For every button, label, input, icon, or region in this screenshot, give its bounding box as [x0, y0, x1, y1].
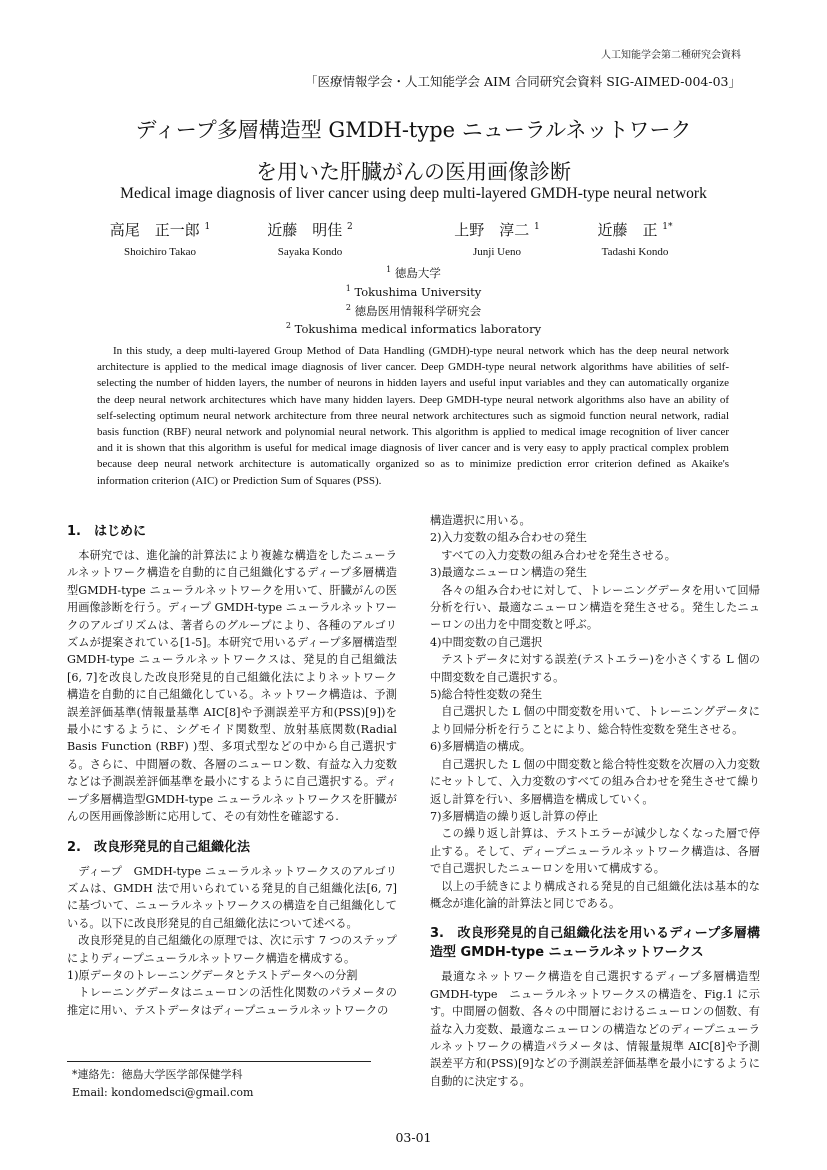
step-4-body: テストデータに対する誤差(テストエラー)を小さくする L 個の中間変数を自己選択する。 — [430, 653, 760, 684]
contact-line: *連絡先：徳島大学医学部保健学科 — [72, 1068, 243, 1081]
step-7-body: この繰り返し計算は、テストエラーが減少しなくなった層で停止する。そして、ディープニューラルネットワーク構造は、各層で自己選択したニューロンを用いて構成する。 — [430, 827, 760, 876]
step-6-body: 自己選択した L 個の中間変数と総合特性変数を次層の入力変数にセットして、入力変数のすべての組み合わせを発生させて繰り返し計算を行い、多層構造を構成していく。 — [430, 757, 760, 806]
author-4: 近藤 正 $^{1*}$ Tadashi Kondo — [597, 221, 673, 258]
section-3-heading: 3. 改良形発見的自己組織化法を用いるディープ多層構造型 GMDH-type ニューラルネットワークス — [430, 926, 760, 961]
title-ja-line2: を用いた肝臓がんの医用画像診断 — [256, 160, 571, 184]
abstract: In this study, a deep multi-layered Group Method of Data Handling (GMDH)-type neural network which has the deep neural network architecture is applied to the medical image diagnosis of liver cancer. Deep GMDH-type neural network algorithms have abilities of self-selecting the number of hidden layers, the number of neurons in hidden layers and useful input variables and they can automatically organize the deep neural network architectures which have many hidden layers. Deep GMDH-type neural network algorithms also have an ability of self-selecting optimum neural network architecture from three neural network architectures such as sigmoid function neural network, radial basis function (RBF) neural network and polynomial neural network. This algorithm is applied to medical image recognition of liver cancer and it is shown that this algorithm is useful for medical image diagnosis of liver cancer and is very easy to apply practical complex problem because deep neural network architecture is automatically organized so as to minimize prediction error criterion defined as Akaike's information criterion (AIC) or Prediction Sum of Squares (PSS). — [97, 345, 729, 487]
step-1-title: 1)原データのトレーニングデータとテストデータへの分割 — [67, 968, 358, 982]
affiliations — [0, 262, 827, 337]
step-4-title: 4)中間変数の自己選択 — [430, 635, 543, 649]
affiliation-line: $^2$ Tokushima medical informatics laboratory — [285, 321, 542, 337]
author-1: 高尾 正一郎 $^1$ Shoichiro Takao — [109, 221, 211, 258]
footnote-rule — [67, 1061, 371, 1062]
step-3-body: 各々の組み合わせに対して、トレーニングデータを用いて回帰分析を行い、最適なニューロン構造を発生させる。発生したニューロンの出力を中間変数と呼ぶ。 — [430, 583, 760, 632]
step-6-title: 6)多層構造の構成。 — [430, 740, 531, 754]
meeting-header: 「医療情報学会・人工知能学会 AIM 合同研究会資料 SIG-AIMED-004-03」 — [305, 74, 741, 89]
section-1-body: 本研究では、進化論的計算法により複雑な構造をしたニューラルネットワーク構造を自動的に自己組織化するディープ多層構造型GMDH-type ニューラルネットワークを用いて、肝臓がんの医用画像診断を行う。ディープ GMDH-type ニューラルネットワークのアルゴリズムは、著者らのグループにより、各種のアルゴリズムが提案されている[1-5]。本研究で用いるディープ多層構造型GMDH-type ニューラルネットワークスは、発見的自己組織法[6, 7]を改良した改良形発見的自己組織化法によりネットワーク構造を自動的に自己組織化している。ネットワーク構造は、予測誤差評価基準(情報量基準 AIC[8]や予測誤差平方和(PSS)[9])を最小にするように、シグモイド関数型、放射基底関数(Radial Basis Function (RBF) )型、多項式型などの中から自己選択する。さらに、中間層の数、各層のニューロン数、有益な入力変数などは予測誤差評価基準を最小にするように自己選択する。ディープ多層構造型GMDH-type ニューラルネットワークスを肝臓がんの医用画像診断に応用して、その有効性を確認する. — [67, 549, 397, 824]
right-column — [430, 512, 760, 1090]
continued-text: 構造選択に用いる。 — [430, 514, 531, 527]
affiliation-line: $^1$ 徳島大学 — [386, 265, 441, 280]
email-line: Email: kondomedsci@gmail.com — [72, 1086, 254, 1099]
step-2-body: すべての入力変数の組み合わせを発生させる。 — [441, 548, 676, 562]
footnote — [72, 1066, 253, 1102]
step-7-title: 7)多層構造の繰り返し計算の停止 — [430, 809, 599, 823]
title-ja-line1: ディープ多層構造型 GMDH-type ニューラルネットワーク — [135, 118, 692, 142]
section-2-para-1: ディープ GMDH-type ニューラルネットワークスのアルゴリズムは、GMDH 法で用いられている発見的自己組織化法[6, 7]に基づいて、ニューラルネットワークスの構造を自己組織化している。以下に改良形発見的自己組織化法について述べる。 — [67, 864, 397, 930]
section-3-body: 最適なネットワーク構造を自己選択するディープ多層構造型 GMDH-type ニューラルネットワークスの構造を、Fig.1 に示す。中間層の個数、各々の中間層におけるニューロンの個数、有益な入力変数、最適なニューロンの構造などのディープニューラルネットワークの構造パラメータは、情報量規準 AIC[8]や予測誤差平方和(PSS)[9]などの予測誤差評価基準を最小にするように自動的に決定する。 — [430, 970, 760, 1088]
author-3: 上野 淳二 $^1$ Junji Ueno — [454, 221, 540, 258]
left-column — [67, 520, 397, 1019]
page-number: 03-01 — [395, 1130, 432, 1145]
step-3-title: 3)最適なニューロン構造の発生 — [430, 566, 587, 580]
series-header: 人工知能学会第二種研究会資料 — [601, 50, 741, 61]
step-1-body: トレーニングデータはニューロンの活性化関数のパラメータの推定に用い、テストデータはディープニューラルネットワークの — [67, 986, 397, 1017]
affiliation-line: $^1$ Tokushima University — [345, 283, 482, 299]
author-2: 近藤 明佳 $^2$ Sayaka Kondo — [267, 221, 353, 258]
step-7-para-2: 以上の手続きにより構成される発見的自己組織化法は基本的な概念が進化論的計算法と同じである。 — [430, 879, 760, 910]
section-2-heading: 2. 改良形発見的自己組織化法 — [67, 839, 250, 855]
section-2-para-2: 改良形発見的自己組織化の原理では、次に示す 7 つのステップによりディープニューラルネットワーク構造を構成する。 — [67, 934, 397, 965]
step-2-title: 2)入力変数の組み合わせの発生 — [430, 531, 587, 545]
title-en: Medical image diagnosis of liver cancer using deep multi-layered GMDH-type neural network — [120, 185, 707, 202]
step-5-title: 5)総合特性変数の発生 — [430, 688, 543, 702]
step-5-body: 自己選択した L 個の中間変数を用いて、トレーニングデータにより回帰分析を行うことにより、総合特性変数を発生させる。 — [430, 705, 760, 736]
affiliation-line: $^2$ 徳島医用情報科学研究会 — [345, 302, 482, 318]
section-1-heading: 1. はじめに — [67, 524, 146, 539]
